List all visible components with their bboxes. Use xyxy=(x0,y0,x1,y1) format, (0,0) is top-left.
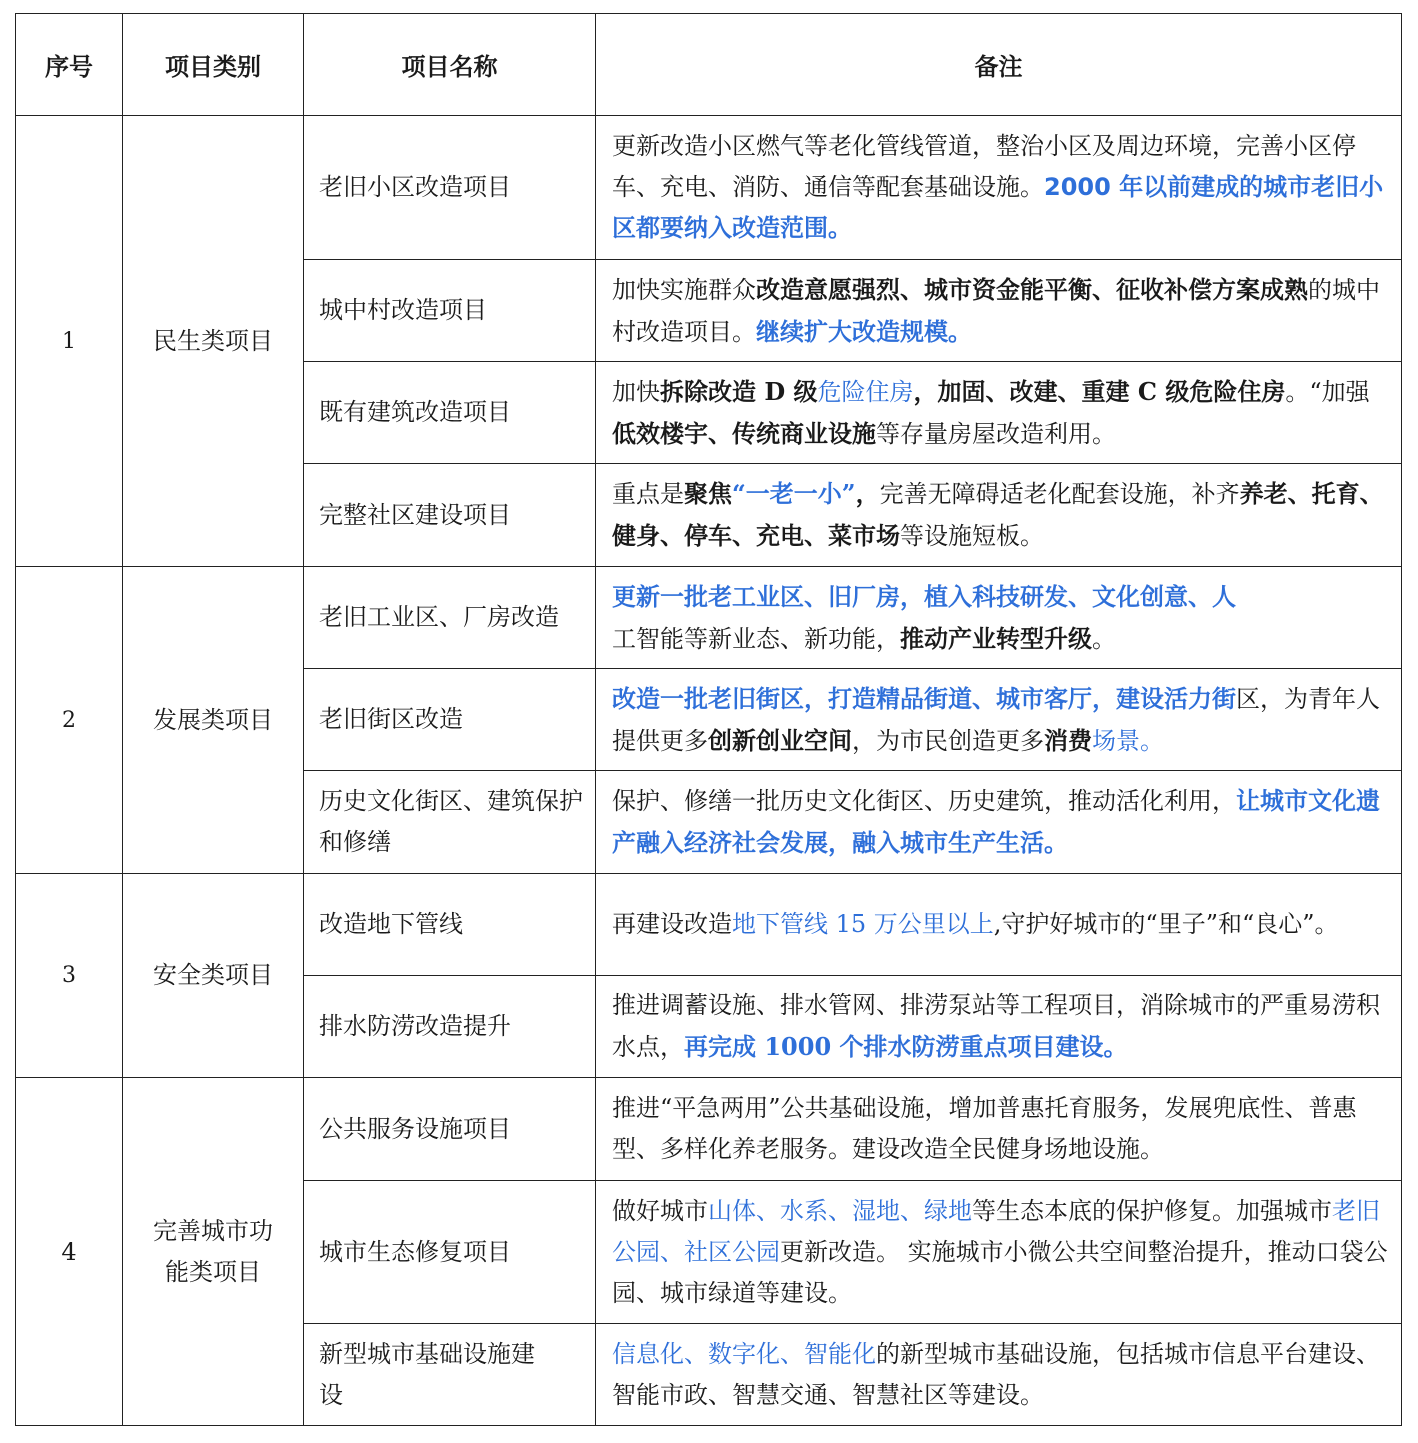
header-row xyxy=(16,14,1402,116)
group-idx: 3 xyxy=(16,874,123,1078)
project-name: 公共服务设施项目 xyxy=(304,1078,596,1181)
project-name: 完整社区建设项目 xyxy=(304,464,596,567)
table-row xyxy=(16,116,1402,260)
note-text: 等设施短板。 xyxy=(900,522,1044,550)
note-text: 更新改造小区燃气等老化管线管道，整治小区及周边环境，完善小区停车、充电、消防、通信等配套基础设施。 xyxy=(612,132,1356,201)
note-text: ,守护好城市的“里子”和“良心”。 xyxy=(993,910,1339,938)
project-name: 城市生态修复项目 xyxy=(304,1181,596,1324)
note-bold: 推动产业转型升级 xyxy=(900,623,1092,653)
table-row xyxy=(16,874,1402,976)
project-note xyxy=(596,567,1402,669)
note-highlight: 改造一批老旧街区，打造精品街道、城市客厅，建设活力街 xyxy=(612,683,1236,713)
note-text: 的城中村改造项目。 xyxy=(612,275,1380,346)
note-highlight: 再完成 1000 个排水防涝重点项目建设。 xyxy=(684,1032,1128,1061)
project-note xyxy=(596,976,1402,1078)
project-note xyxy=(596,464,1402,567)
note-highlight: “一老一小” xyxy=(732,479,856,508)
project-name: 排水防涝改造提升 xyxy=(304,976,596,1078)
note-text: 等生态本底的保护修复。加强城市 xyxy=(972,1196,1332,1225)
note-highlight: 更新一批老工业区、旧厂房，植入科技研发、文化创意、人 xyxy=(612,581,1236,611)
group-category: 完善城市功能类项目 xyxy=(123,1078,304,1426)
note-text: ，为市民创造更多 xyxy=(852,726,1044,755)
note-highlight: 继续扩大改造规模。 xyxy=(756,316,972,346)
note-text: 更新改造。 实施城市小微公共空间整治提升，推动口袋公园、城市绿道等建设。 xyxy=(612,1237,1388,1307)
project-note xyxy=(596,771,1402,874)
group-category: 民生类项目 xyxy=(123,116,304,567)
note-text: 推进调蓄设施、排水管网、排涝泵站等工程项目，消除城市的严重易涝积水点， xyxy=(612,991,1380,1061)
project-name: 既有建筑改造项目 xyxy=(304,362,596,464)
note-bold: 低效楼宇、传统商业设施 xyxy=(612,418,876,448)
project-name: 新型城市基础设施建设 xyxy=(304,1324,596,1426)
project-note xyxy=(596,1324,1402,1426)
group-category: 安全类项目 xyxy=(123,874,304,1078)
note-highlight: 2000 年以前建成的城市老旧小区都要纳入改造范围。 xyxy=(612,173,1384,242)
header-category: 项目类别 xyxy=(123,14,304,116)
header-name: 项目名称 xyxy=(304,14,596,116)
note-bold: ，加固、改建、重建 C 级危险住房 xyxy=(913,376,1286,406)
note-bold: 养老、托育、健身、停车、充电、菜市场 xyxy=(612,479,1384,550)
project-name: 老旧小区改造项目 xyxy=(304,116,596,260)
note-text: 做好城市 xyxy=(612,1196,708,1225)
project-note xyxy=(596,116,1402,260)
project-note xyxy=(596,260,1402,362)
note-bold: 改造意愿强烈、城市资金能平衡、征收补偿方案成熟 xyxy=(756,274,1308,304)
header-note: 备注 xyxy=(596,14,1402,116)
note-highlight: 场景。 xyxy=(1092,726,1164,755)
project-note xyxy=(596,1078,1402,1181)
note-highlight: 山体、水系、湿地、绿地 xyxy=(708,1196,972,1225)
project-name: 改造地下管线 xyxy=(304,874,596,976)
project-name: 老旧工业区、厂房改造 xyxy=(304,567,596,669)
group-idx: 4 xyxy=(16,1078,123,1426)
note-text: 。“加强 xyxy=(1285,377,1370,406)
note-highlight: 老旧公园、社区公园 xyxy=(612,1196,1380,1266)
note-text: 完善无障碍适老化配套设施，补齐 xyxy=(879,480,1240,508)
project-note xyxy=(596,362,1402,464)
note-bold: 消费 xyxy=(1044,725,1092,755)
note-text: 保护、修缮一批历史文化街区、历史建筑，推动活化利用， xyxy=(612,787,1236,815)
note-bold: ， xyxy=(855,479,880,508)
note-text: 工智能等新业态、新功能， xyxy=(612,624,900,653)
note-bold: 聚焦 xyxy=(684,479,732,508)
note-text: 再建设改造 xyxy=(612,910,732,938)
project-name: 城中村改造项目 xyxy=(304,260,596,362)
note-highlight: 危险住房 xyxy=(817,377,914,406)
note-text: 区，为青年人提供更多 xyxy=(612,684,1380,755)
table-row xyxy=(16,1078,1402,1181)
note-text: 推进“平急两用”公共基础设施，增加普惠托育服务，发展兜底性、普惠型、多样化养老服务。建设改造全民健身场地设施。 xyxy=(612,1094,1357,1163)
note-bold: 拆除改造 D 级 xyxy=(660,376,818,406)
note-text: 等存量房屋改造利用。 xyxy=(876,419,1116,448)
note-highlight: 让城市文化遗产融入经济社会发展，融入城市生产生活。 xyxy=(612,786,1380,857)
project-name: 历史文化街区、建筑保护和修缮 xyxy=(304,771,596,874)
header-idx: 序号 xyxy=(16,14,123,116)
group-category: 发展类项目 xyxy=(123,567,304,874)
group-idx: 1 xyxy=(16,116,123,567)
note-text: 加快 xyxy=(612,377,660,406)
table-row xyxy=(16,567,1402,669)
project-note xyxy=(596,669,1402,771)
note-text: 加快实施群众 xyxy=(612,275,756,304)
project-note xyxy=(596,874,1402,976)
note-bold: 创新创业空间 xyxy=(708,725,852,755)
note-text: 。 xyxy=(1092,624,1116,653)
project-note xyxy=(596,1181,1402,1324)
project-table xyxy=(15,13,1402,1426)
note-text: 重点是 xyxy=(612,480,684,508)
project-name: 老旧街区改造 xyxy=(304,669,596,771)
note-highlight: 信息化、数字化、智能化 xyxy=(612,1339,876,1368)
note-text: 的新型城市基础设施，包括城市信息平台建设、智能市政、智慧交通、智慧社区等建设。 xyxy=(612,1339,1380,1409)
note-highlight: 地下管线 15 万公里以上 xyxy=(732,910,994,938)
group-idx: 2 xyxy=(16,567,123,874)
